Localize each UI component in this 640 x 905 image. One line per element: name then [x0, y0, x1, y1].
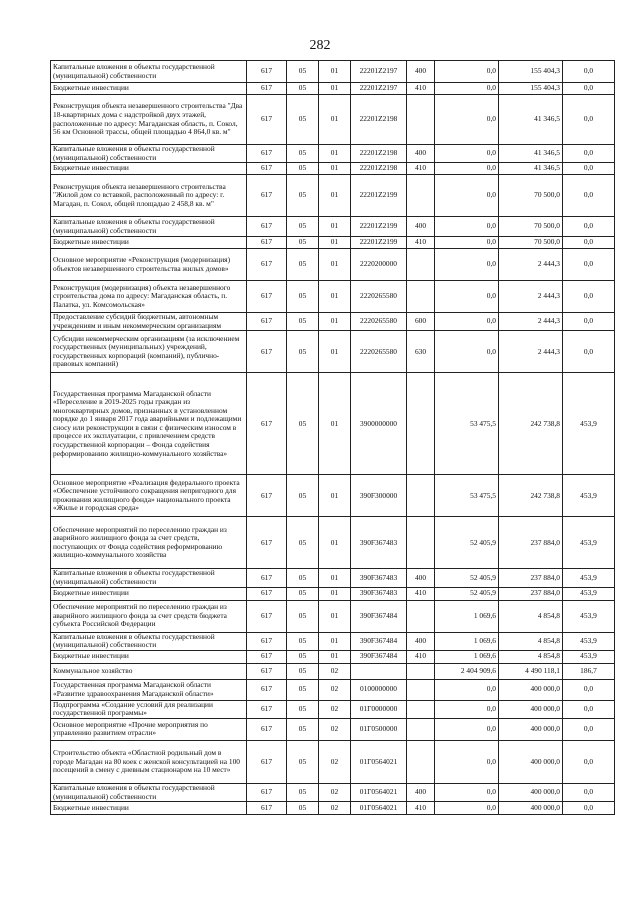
row-section: 05 [287, 569, 319, 587]
row-expense-type: 400 [407, 145, 435, 163]
row-value-2: 4 854,8 [499, 632, 563, 650]
row-target-article: 390F367483 [351, 517, 407, 569]
row-value-3: 453,9 [563, 517, 615, 569]
row-value-3: 0,0 [563, 783, 615, 801]
row-section: 05 [287, 249, 319, 281]
row-value-1: 1 069,6 [435, 650, 499, 663]
row-target-article: 2220265580 [351, 313, 407, 331]
row-subsection: 01 [319, 61, 351, 83]
row-expense-type [407, 663, 435, 679]
row-target-article: 390F367484 [351, 600, 407, 632]
row-subsection: 02 [319, 679, 351, 700]
row-name: Реконструкция объекта незавершенного строительства "Жилой дом со вставкой, расположенный по адресу: г. Магадан, п. Сокол, общей площадью 2 458,8 кв. м" [51, 175, 247, 217]
row-subsection: 02 [319, 718, 351, 740]
table-row [51, 163, 615, 175]
row-target-article: 22201Z2198 [351, 163, 407, 175]
row-value-2: 155 404,3 [499, 61, 563, 83]
row-expense-type: 410 [407, 163, 435, 175]
row-grbs: 617 [247, 331, 287, 373]
row-section: 05 [287, 175, 319, 217]
row-expense-type: 630 [407, 331, 435, 373]
row-value-3: 453,9 [563, 475, 615, 517]
row-section: 05 [287, 217, 319, 237]
table-row [51, 331, 615, 373]
row-value-1: 0,0 [435, 700, 499, 718]
table-row [51, 650, 615, 663]
row-value-2: 242 738,8 [499, 373, 563, 475]
row-subsection: 02 [319, 740, 351, 783]
row-name: Обеспечение мероприятий по переселению граждан из аварийного жилищного фонда за счет средств бюджета субъекта Российской Федерации [51, 600, 247, 632]
row-value-2: 70 500,0 [499, 237, 563, 249]
row-target-article: 390F300000 [351, 475, 407, 517]
row-name: Капитальные вложения в объекты государственной (муниципальной) собственности [51, 569, 247, 587]
budget-table [50, 60, 615, 815]
row-expense-type: 410 [407, 83, 435, 95]
row-name: Строительство объекта «Областной родильный дом в городе Магадан на 80 коек с женской консультацией на 100 посещений в смену с дневным стационаром на 10 мест» [51, 740, 247, 783]
row-grbs: 617 [247, 679, 287, 700]
row-grbs: 617 [247, 313, 287, 331]
row-value-2: 400 000,0 [499, 700, 563, 718]
row-target-article: 01Г0564021 [351, 783, 407, 801]
row-value-1: 0,0 [435, 718, 499, 740]
row-expense-type: 410 [407, 802, 435, 815]
row-name: Капитальные вложения в объекты государственной (муниципальной) собственности [51, 61, 247, 83]
row-name: Реконструкция (модернизация) объекта незавершенного строительства дома по адресу: Магаданская область, п. Палатка, ул. Комсомольская» [51, 281, 247, 313]
table-row [51, 802, 615, 815]
row-expense-type: 600 [407, 313, 435, 331]
table-row [51, 679, 615, 700]
row-value-3: 453,9 [563, 373, 615, 475]
row-subsection: 02 [319, 802, 351, 815]
row-expense-type [407, 373, 435, 475]
row-section: 05 [287, 281, 319, 313]
row-grbs: 617 [247, 783, 287, 801]
row-subsection: 01 [319, 83, 351, 95]
row-target-article: 390F367484 [351, 632, 407, 650]
row-value-1: 1 069,6 [435, 600, 499, 632]
row-target-article: 0100000000 [351, 679, 407, 700]
row-value-2: 70 500,0 [499, 175, 563, 217]
row-section: 05 [287, 700, 319, 718]
row-subsection: 01 [319, 249, 351, 281]
row-expense-type: 410 [407, 237, 435, 249]
row-grbs: 617 [247, 475, 287, 517]
table-row [51, 718, 615, 740]
page-number: 282 [309, 38, 331, 53]
row-grbs: 617 [247, 373, 287, 475]
row-grbs: 617 [247, 650, 287, 663]
row-name: Бюджетные инвестиции [51, 587, 247, 600]
row-value-3: 0,0 [563, 61, 615, 83]
row-section: 05 [287, 802, 319, 815]
row-expense-type [407, 700, 435, 718]
row-value-1: 52 405,9 [435, 517, 499, 569]
row-grbs: 617 [247, 281, 287, 313]
row-section: 05 [287, 313, 319, 331]
row-value-3: 0,0 [563, 217, 615, 237]
row-value-1: 0,0 [435, 95, 499, 145]
row-grbs: 617 [247, 632, 287, 650]
row-value-3: 186,7 [563, 663, 615, 679]
row-value-2: 4 490 118,1 [499, 663, 563, 679]
row-grbs: 617 [247, 163, 287, 175]
row-target-article: 2220265580 [351, 281, 407, 313]
row-name: Бюджетные инвестиции [51, 83, 247, 95]
row-section: 05 [287, 600, 319, 632]
row-value-2: 237 884,0 [499, 587, 563, 600]
row-value-2: 41 346,5 [499, 95, 563, 145]
row-grbs: 617 [247, 587, 287, 600]
row-value-1: 53 475,5 [435, 475, 499, 517]
row-value-1: 53 475,5 [435, 373, 499, 475]
row-value-2: 155 404,3 [499, 83, 563, 95]
row-value-2: 400 000,0 [499, 740, 563, 783]
row-section: 05 [287, 663, 319, 679]
table-row [51, 373, 615, 475]
row-grbs: 617 [247, 175, 287, 217]
row-section: 05 [287, 587, 319, 600]
row-target-article: 22201Z2199 [351, 175, 407, 217]
row-value-3: 0,0 [563, 95, 615, 145]
row-subsection: 01 [319, 650, 351, 663]
row-value-3: 0,0 [563, 313, 615, 331]
row-value-1: 0,0 [435, 145, 499, 163]
row-section: 05 [287, 237, 319, 249]
row-name: Обеспечение мероприятий по переселению граждан из аварийного жилищного фонда за счет средств, поступающих от Фонда содействия реформированию жилищно-коммунального хозяйства [51, 517, 247, 569]
table-row [51, 313, 615, 331]
row-value-1: 0,0 [435, 175, 499, 217]
row-expense-type: 400 [407, 61, 435, 83]
row-grbs: 617 [247, 802, 287, 815]
row-value-3: 453,9 [563, 650, 615, 663]
row-subsection: 01 [319, 95, 351, 145]
row-name: Бюджетные инвестиции [51, 237, 247, 249]
row-target-article: 01Г0500000 [351, 718, 407, 740]
row-expense-type: 410 [407, 650, 435, 663]
row-value-1: 0,0 [435, 802, 499, 815]
row-name: Основное мероприятие «Прочие мероприятия по управлению развитием отрасли» [51, 718, 247, 740]
table-row [51, 600, 615, 632]
table-row [51, 632, 615, 650]
row-target-article: 390F367483 [351, 569, 407, 587]
row-section: 05 [287, 145, 319, 163]
row-name: Бюджетные инвестиции [51, 650, 247, 663]
table-row [51, 783, 615, 801]
row-expense-type: 400 [407, 783, 435, 801]
row-expense-type: 410 [407, 587, 435, 600]
row-value-2: 2 444,3 [499, 281, 563, 313]
row-grbs: 617 [247, 663, 287, 679]
table-row [51, 145, 615, 163]
row-value-2: 41 346,5 [499, 145, 563, 163]
table-row [51, 569, 615, 587]
row-target-article: 22201Z2197 [351, 61, 407, 83]
row-value-1: 1 069,6 [435, 632, 499, 650]
row-subsection: 01 [319, 281, 351, 313]
row-name: Основное мероприятие «Реконструкция (модернизация) объектов незавершенного строительства жилых домов» [51, 249, 247, 281]
row-name: Подпрограмма «Создание условий для реализации государственной программы» [51, 700, 247, 718]
row-expense-type [407, 475, 435, 517]
table-row [51, 249, 615, 281]
row-section: 05 [287, 95, 319, 145]
row-grbs: 617 [247, 718, 287, 740]
table-row [51, 281, 615, 313]
table-row [51, 61, 615, 83]
row-target-article: 01Г0564021 [351, 802, 407, 815]
row-name: Капитальные вложения в объекты государственной (муниципальной) собственности [51, 217, 247, 237]
row-value-3: 0,0 [563, 249, 615, 281]
row-grbs: 617 [247, 249, 287, 281]
table-row [51, 587, 615, 600]
row-value-3: 0,0 [563, 163, 615, 175]
row-expense-type [407, 281, 435, 313]
row-value-2: 242 738,8 [499, 475, 563, 517]
row-value-1: 0,0 [435, 740, 499, 783]
row-value-2: 400 000,0 [499, 783, 563, 801]
row-target-article: 2220200000 [351, 249, 407, 281]
row-name: Бюджетные инвестиции [51, 163, 247, 175]
row-value-2: 400 000,0 [499, 802, 563, 815]
row-section: 05 [287, 783, 319, 801]
row-name: Государственная программа Магаданской области «Развитие здравоохранения Магаданской области» [51, 679, 247, 700]
row-value-3: 0,0 [563, 700, 615, 718]
row-target-article: 22201Z2197 [351, 83, 407, 95]
row-section: 05 [287, 475, 319, 517]
row-value-2: 4 854,8 [499, 650, 563, 663]
row-value-1: 0,0 [435, 237, 499, 249]
row-value-2: 70 500,0 [499, 217, 563, 237]
row-value-1: 0,0 [435, 217, 499, 237]
row-subsection: 01 [319, 163, 351, 175]
row-name: Государственная программа Магаданской области «Переселение в 2019-2025 годы граждан из многоквартирных домов, признанных в установленном порядке до 1 января 2017 года аварийными и подлежащими сносу или реконструкции в связи с физическим износом в процессе их эксплуатации, с привлечением средств государственной корпорации – Фонда содействия реформированию жилищно-коммунального хозяйства» [51, 373, 247, 475]
row-value-2: 2 444,3 [499, 331, 563, 373]
row-section: 05 [287, 163, 319, 175]
row-subsection: 02 [319, 663, 351, 679]
row-grbs: 617 [247, 700, 287, 718]
row-subsection: 02 [319, 700, 351, 718]
row-target-article [351, 663, 407, 679]
row-subsection: 01 [319, 600, 351, 632]
row-target-article: 01Г0564021 [351, 740, 407, 783]
row-target-article: 2220265580 [351, 331, 407, 373]
row-target-article: 01Г0000000 [351, 700, 407, 718]
row-expense-type [407, 249, 435, 281]
row-grbs: 617 [247, 237, 287, 249]
row-value-1: 0,0 [435, 249, 499, 281]
row-section: 05 [287, 517, 319, 569]
row-name: Капитальные вложения в объекты государственной (муниципальной) собственности [51, 145, 247, 163]
row-grbs: 617 [247, 600, 287, 632]
table-row [51, 217, 615, 237]
row-subsection: 01 [319, 217, 351, 237]
row-value-3: 0,0 [563, 802, 615, 815]
row-value-3: 0,0 [563, 740, 615, 783]
row-value-2: 41 346,5 [499, 163, 563, 175]
row-target-article: 22201Z2199 [351, 237, 407, 249]
row-value-2: 4 854,8 [499, 600, 563, 632]
row-value-3: 0,0 [563, 718, 615, 740]
row-subsection: 01 [319, 373, 351, 475]
row-grbs: 617 [247, 217, 287, 237]
row-grbs: 617 [247, 740, 287, 783]
row-value-1: 52 405,9 [435, 569, 499, 587]
row-subsection: 01 [319, 145, 351, 163]
row-value-3: 453,9 [563, 600, 615, 632]
row-grbs: 617 [247, 83, 287, 95]
row-expense-type [407, 740, 435, 783]
row-expense-type [407, 679, 435, 700]
table-row [51, 663, 615, 679]
row-subsection: 01 [319, 313, 351, 331]
row-expense-type: 400 [407, 569, 435, 587]
row-subsection: 01 [319, 475, 351, 517]
row-target-article: 22201Z2198 [351, 145, 407, 163]
row-value-1: 0,0 [435, 281, 499, 313]
row-value-1: 0,0 [435, 679, 499, 700]
row-value-3: 453,9 [563, 632, 615, 650]
row-target-article: 22201Z2199 [351, 217, 407, 237]
table-row [51, 517, 615, 569]
row-name: Капитальные вложения в объекты государственной (муниципальной) собственности [51, 783, 247, 801]
row-value-3: 0,0 [563, 237, 615, 249]
row-value-1: 52 405,9 [435, 587, 499, 600]
row-value-2: 400 000,0 [499, 718, 563, 740]
row-value-1: 2 404 909,6 [435, 663, 499, 679]
row-grbs: 617 [247, 95, 287, 145]
row-name: Бюджетные инвестиции [51, 802, 247, 815]
row-value-2: 2 444,3 [499, 249, 563, 281]
row-value-2: 237 884,0 [499, 569, 563, 587]
row-subsection: 01 [319, 517, 351, 569]
row-subsection: 01 [319, 237, 351, 249]
row-value-3: 453,9 [563, 587, 615, 600]
row-name: Предоставление субсидий бюджетным, автономным учреждениям и иным некоммерческим организациям [51, 313, 247, 331]
row-expense-type: 400 [407, 217, 435, 237]
row-expense-type [407, 517, 435, 569]
row-subsection: 01 [319, 632, 351, 650]
table-row [51, 83, 615, 95]
row-expense-type [407, 718, 435, 740]
row-value-1: 0,0 [435, 61, 499, 83]
row-section: 05 [287, 373, 319, 475]
table-row [51, 475, 615, 517]
row-value-1: 0,0 [435, 313, 499, 331]
row-value-1: 0,0 [435, 783, 499, 801]
row-subsection: 01 [319, 331, 351, 373]
row-value-2: 2 444,3 [499, 313, 563, 331]
row-target-article: 22201Z2198 [351, 95, 407, 145]
row-name: Коммунальное хозяйство [51, 663, 247, 679]
row-grbs: 617 [247, 517, 287, 569]
row-value-3: 453,9 [563, 569, 615, 587]
row-section: 05 [287, 718, 319, 740]
row-value-3: 0,0 [563, 145, 615, 163]
row-expense-type [407, 175, 435, 217]
row-subsection: 01 [319, 175, 351, 217]
row-grbs: 617 [247, 61, 287, 83]
row-section: 05 [287, 740, 319, 783]
row-section: 05 [287, 650, 319, 663]
row-section: 05 [287, 61, 319, 83]
row-name: Субсидии некоммерческим организациям (за исключением государственных (муниципальных) учреждений, государственных корпораций (компаний), публично-правовых компаний) [51, 331, 247, 373]
row-subsection: 02 [319, 783, 351, 801]
row-value-2: 237 884,0 [499, 517, 563, 569]
row-value-3: 0,0 [563, 679, 615, 700]
row-value-2: 400 000,0 [499, 679, 563, 700]
row-section: 05 [287, 632, 319, 650]
table-row [51, 700, 615, 718]
row-value-3: 0,0 [563, 175, 615, 217]
row-value-3: 0,0 [563, 83, 615, 95]
row-value-1: 0,0 [435, 83, 499, 95]
row-value-1: 0,0 [435, 331, 499, 373]
row-grbs: 617 [247, 569, 287, 587]
row-value-3: 0,0 [563, 281, 615, 313]
row-expense-type [407, 600, 435, 632]
table-row [51, 175, 615, 217]
row-value-1: 0,0 [435, 163, 499, 175]
row-section: 05 [287, 83, 319, 95]
row-name: Основное мероприятие «Реализация федерального проекта «Обеспечение устойчивого сокращения непригодного для проживания жилищного фонда» национального проекта «Жилье и городская среда» [51, 475, 247, 517]
table-row [51, 95, 615, 145]
row-section: 05 [287, 331, 319, 373]
row-name: Капитальные вложения в объекты государственной (муниципальной) собственности [51, 632, 247, 650]
row-subsection: 01 [319, 569, 351, 587]
table-row [51, 740, 615, 783]
row-grbs: 617 [247, 145, 287, 163]
row-expense-type [407, 95, 435, 145]
row-section: 05 [287, 679, 319, 700]
table-row [51, 237, 615, 249]
row-value-3: 0,0 [563, 331, 615, 373]
row-target-article: 390F367484 [351, 650, 407, 663]
row-subsection: 01 [319, 587, 351, 600]
row-name: Реконструкция объекта незавершенного строительства "Два 18-квартирных дома с надстройкой двух этажей, расположенные по адресу: Магаданская область, п. Сокол, 56 км Основной трассы, общей площадью 4 864,0 кв. м" [51, 95, 247, 145]
row-expense-type: 400 [407, 632, 435, 650]
row-target-article: 3900000000 [351, 373, 407, 475]
row-target-article: 390F367483 [351, 587, 407, 600]
